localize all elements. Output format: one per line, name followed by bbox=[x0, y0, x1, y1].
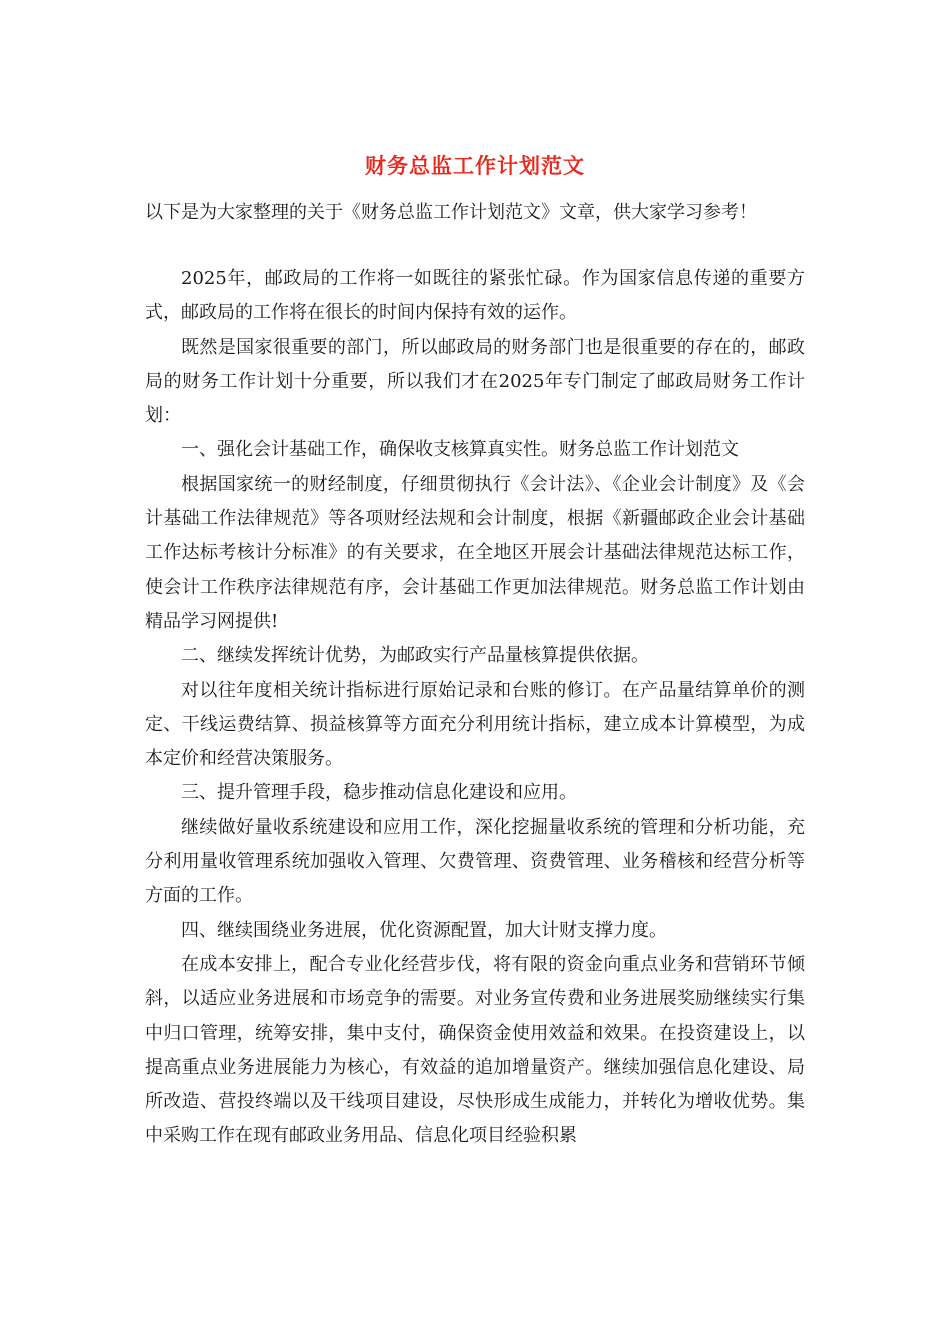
document-body bbox=[145, 262, 805, 1154]
paragraph-2: 既然是国家很重要的部门，所以邮政局的财务部门也是很重要的存在的，邮政局的财务工作计划十分重要，所以我们才在2025年专门制定了邮政局财务工作计划： bbox=[145, 336, 805, 427]
document-title: 财务总监工作计划范文 bbox=[365, 153, 585, 178]
section-heading-1: 一、强化会计基础工作，确保收支核算真实性。财务总监工作计划范文 bbox=[181, 439, 739, 461]
paragraph-3: 根据国家统一的财经制度，仔细贯彻执行《会计法》、《企业会计制度》及《会计基础工作法律规范》等各项财经法规和会计制度，根据《新疆邮政企业会计基础工作达标考核计分标准》的有关要求，在全地区开展会计基础法律规范达标工作，使会计工作秩序法律规范有序，会计基础工作更加法律规范。财务总监工作计划由精品学习网提供! bbox=[145, 473, 805, 632]
paragraph-6: 在成本安排上，配合专业化经营步伐，将有限的资金向重点业务和营销环节倾斜，以适应业务进展和市场竞争的需要。对业务宣传费和业务进展奖励继续实行集中归口管理，统筹安排，集中支付，确保资金使用效益和效果。在投资建设上，以提高重点业务进展能力为核心，有效益的追加增量资产。继续加强信息化建设、局所改造、营投终端以及干线项目建设，尽快形成生成能力，并转化为增收优势。集中采购工作在现有邮政业务用品、信息化项目经验积累 bbox=[145, 953, 805, 1147]
intro-line: 以下是为大家整理的关于《财务总监工作计划范文》文章，供大家学习参考！ bbox=[145, 202, 757, 223]
paragraph-5: 继续做好量收系统建设和应用工作，深化挖掘量收系统的管理和分析功能，充分利用量收管理系统加强收入管理、欠费管理、资费管理、业务稽核和经营分析等方面的工作。 bbox=[145, 816, 805, 907]
section-heading-4: 四、继续围绕业务进展，优化资源配置，加大计财支撑力度。 bbox=[181, 919, 667, 941]
section-heading-2: 二、继续发挥统计优势，为邮政实行产品量核算提供依据。 bbox=[181, 645, 649, 667]
paragraph-4: 对以往年度相关统计指标进行原始记录和台账的修订。在产品量结算单价的测定、干线运费结算、损益核算等方面充分利用统计指标，建立成本计算模型，为成本定价和经营决策服务。 bbox=[145, 679, 805, 770]
section-heading-3: 三、提升管理手段，稳步推动信息化建设和应用。 bbox=[181, 782, 577, 804]
paragraph-1: 2025年，邮政局的工作将一如既往的紧张忙碌。作为国家信息传递的重要方式，邮政局的工作将在很长的时间内保持有效的运作。 bbox=[145, 268, 805, 324]
